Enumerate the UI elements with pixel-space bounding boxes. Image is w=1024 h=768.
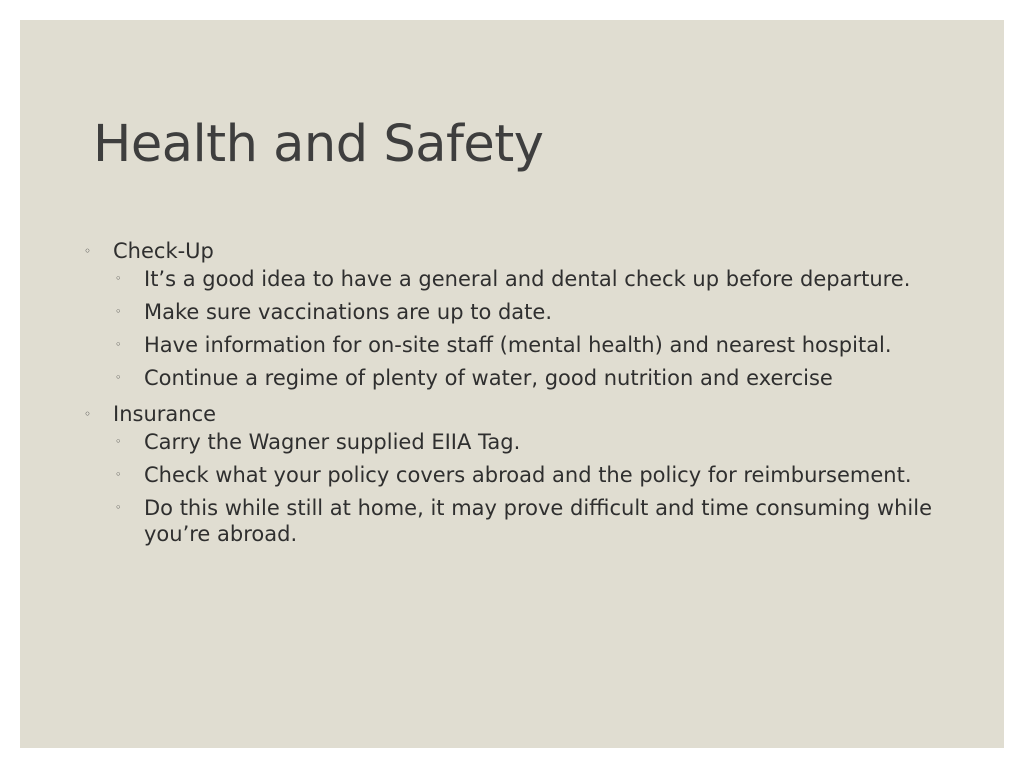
bullet-icon: ◦ xyxy=(84,244,92,258)
bullet-icon: ◦ xyxy=(115,501,122,514)
list-item xyxy=(115,266,964,292)
slide xyxy=(20,20,1004,748)
list-item-text: Carry the Wagner supplied EIIA Tag. xyxy=(144,430,521,454)
bullet-list xyxy=(84,238,964,547)
bullet-icon: ◦ xyxy=(115,371,122,384)
list-item xyxy=(115,429,964,455)
list-item-text: Make sure vaccinations are up to date. xyxy=(144,300,552,324)
list-item xyxy=(115,365,964,391)
list-item-check-up xyxy=(84,238,964,391)
bullet-icon: ◦ xyxy=(84,407,92,421)
sub-list xyxy=(84,429,964,547)
section-heading: Insurance xyxy=(113,402,217,426)
list-item xyxy=(115,299,964,325)
bullet-icon: ◦ xyxy=(115,468,122,481)
bullet-icon: ◦ xyxy=(115,272,122,285)
list-item-text: Do this while still at home, it may prove difficult and time consuming while you’re abroad. xyxy=(144,496,933,546)
bullet-icon: ◦ xyxy=(115,305,122,318)
bullet-icon: ◦ xyxy=(115,435,122,448)
bullet-icon: ◦ xyxy=(115,338,122,351)
list-item-text: Continue a regime of plenty of water, good nutrition and exercise xyxy=(144,366,833,390)
section-heading: Check-Up xyxy=(113,239,214,263)
sub-list xyxy=(84,266,964,391)
slide-title: Health and Safety xyxy=(93,115,544,174)
list-item-text: Check what your policy covers abroad and the policy for reimbursement. xyxy=(144,463,912,487)
list-item xyxy=(115,332,964,358)
list-item xyxy=(115,462,964,488)
list-item-text: It’s a good idea to have a general and dental check up before departure. xyxy=(144,267,911,291)
list-item-insurance xyxy=(84,401,964,547)
list-item-text: Have information for on-site staff (mental health) and nearest hospital. xyxy=(144,333,892,357)
list-item xyxy=(115,495,964,547)
slide-body xyxy=(84,238,964,557)
